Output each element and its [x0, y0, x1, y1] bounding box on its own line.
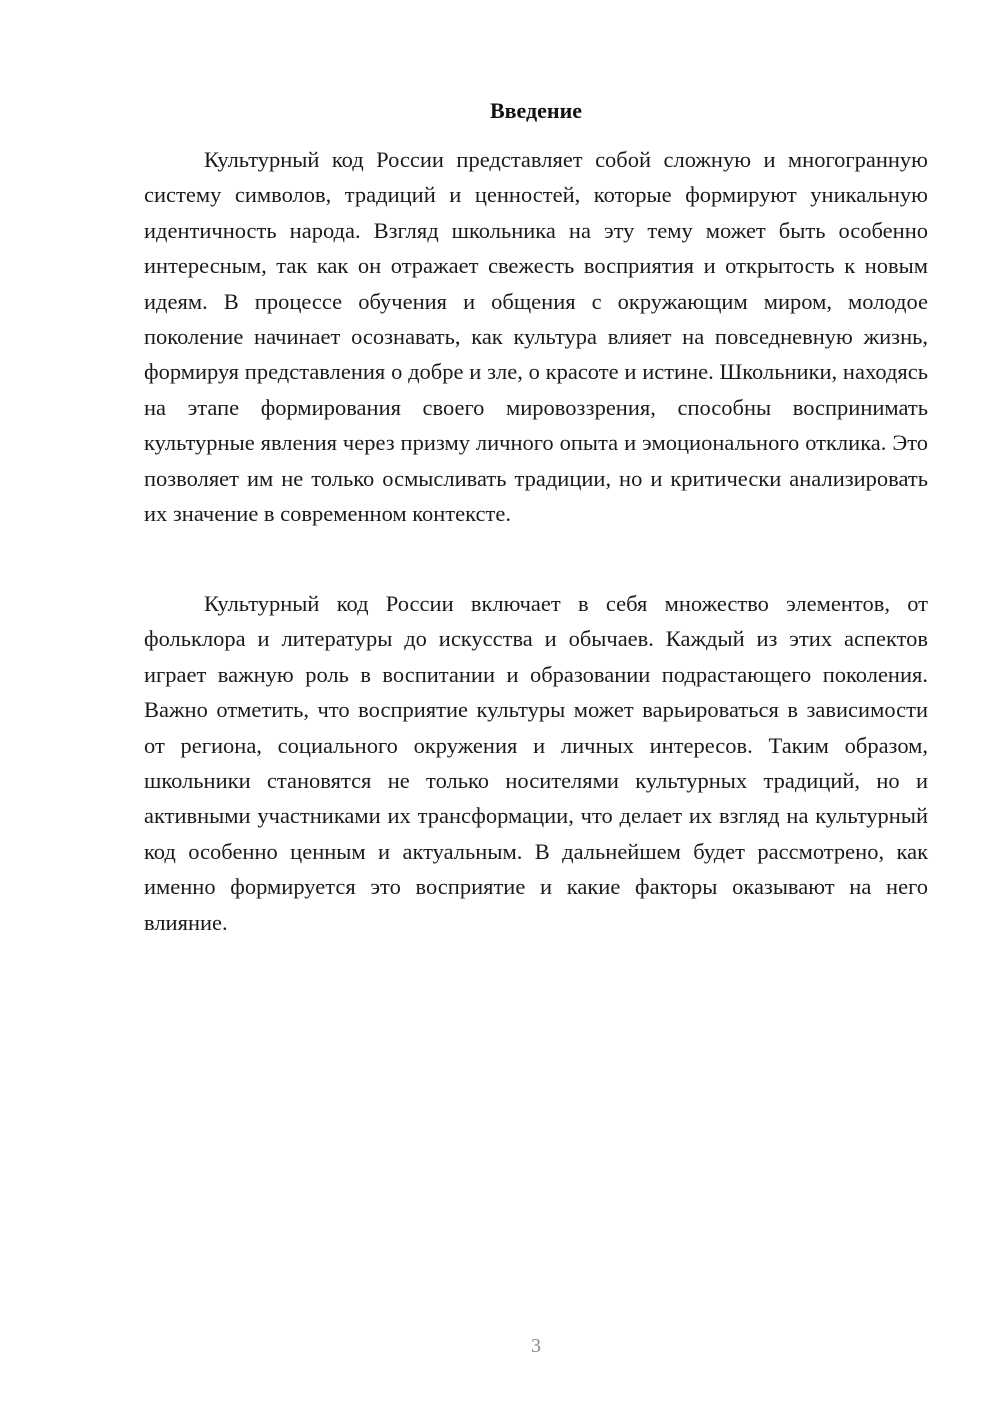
body-paragraph-1: Культурный код России представляет собой сложную и многогранную систему символов, традиций и ценностей, которые формируют уникальную идентичность народа. Взгляд школьника на эту тему может быть особенно интересным, так как он отражает свежесть восприятия и открытость к новым идеям. В процессе обучения и общения с окружающим миром, молодое поколение начинает осознавать, как культура влияет на повседневную жизнь, формируя представления о добре и зле, о красоте и истине. Школьники, находясь на этапе формирования своего мировоззрения, способны воспринимать культурные явления через призму личного опыта и эмоционального отклика. Это позволяет им не только осмысливать традиции, но и критически анализировать их значение в современном контексте.: [144, 147, 928, 527]
page-number: 3: [531, 1335, 541, 1357]
body-paragraph-2: Культурный код России включает в себя множество элементов, от фольклора и литературы до искусства и обычаев. Каждый из этих аспектов играет важную роль в воспитании и образовании подрастающего поколения. Важно отметить, что восприятие культуры может варьироваться в зависимости от региона, социального окружения и личных интересов. Таким образом, школьники становятся не только носителями культурных традиций, но и активными участниками их трансформации, что делает их взгляд на культурный код особенно ценным и актуальным. В дальнейшем будет рассмотрено, как именно формируется это восприятие и какие факторы оказывают на него влияние.: [144, 591, 928, 935]
section-heading: Введение: [489, 98, 583, 123]
